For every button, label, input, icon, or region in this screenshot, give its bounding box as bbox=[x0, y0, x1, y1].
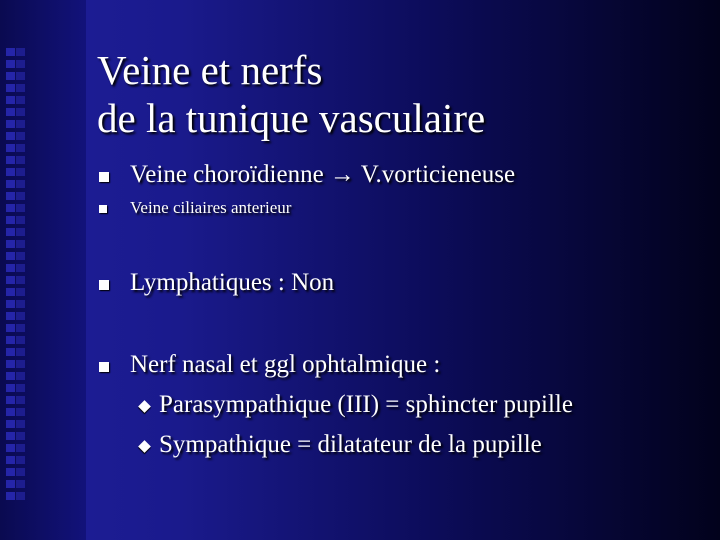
title-line-2: de la tunique vasculaire bbox=[97, 95, 486, 141]
diamond-bullet-icon bbox=[138, 440, 151, 453]
bullet-text-2: Veine ciliaires anterieur bbox=[130, 198, 292, 217]
diamond-bullet-icon bbox=[138, 400, 151, 413]
slide-title bbox=[97, 46, 485, 142]
bullet-text-4: Nerf nasal et ggl ophtalmique : bbox=[130, 351, 441, 378]
square-bullet-icon bbox=[99, 280, 109, 290]
square-bullet-icon bbox=[99, 205, 107, 213]
left-decorative-band bbox=[0, 0, 86, 540]
decorative-squares bbox=[6, 48, 15, 500]
sub-bullet-text-2: Sympathique = dilatateur de la pupille bbox=[159, 431, 542, 458]
decorative-squares-faded bbox=[16, 48, 25, 500]
title-line-1: Veine et nerfs bbox=[97, 47, 323, 93]
square-bullet-icon bbox=[99, 172, 109, 182]
bullet-text-3: Lymphatiques : Non bbox=[130, 269, 335, 296]
square-bullet-icon bbox=[99, 362, 109, 372]
bullet-text-1: Veine choroïdienne → V.vorticieneuse bbox=[130, 161, 516, 188]
sub-bullet-text-1: Parasympathique (III) = sphincter pupille bbox=[159, 391, 573, 418]
